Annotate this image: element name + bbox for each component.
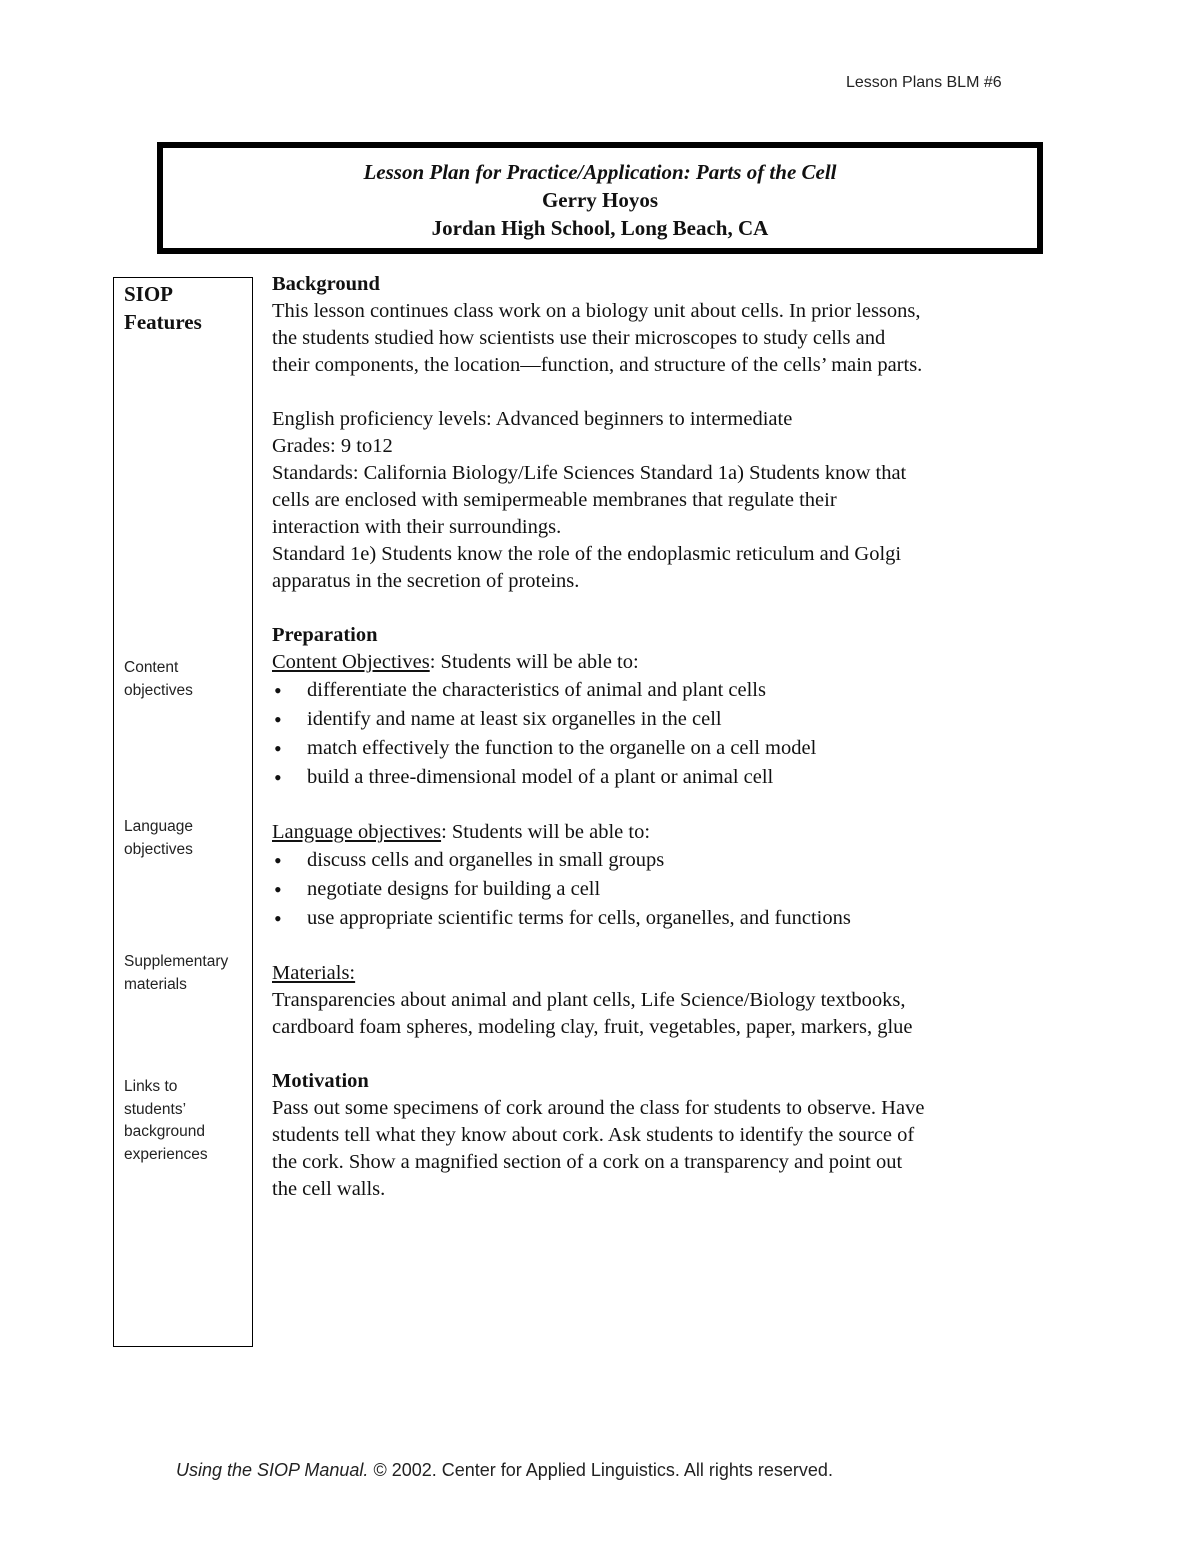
lesson-author: Gerry Hoyos [541, 188, 659, 212]
content-objectives-list [272, 676, 1052, 792]
siop-heading-line1: SIOP [124, 282, 174, 306]
list-item: • discuss cells and organelles in small groups [272, 846, 1052, 875]
materials-heading: Materials: [272, 962, 356, 984]
lesson-school: Jordan High School, Long Beach, CA [431, 216, 769, 240]
lesson-title-box [157, 142, 1043, 254]
standards-line: cells are enclosed with semipermeable membranes that regulate their [272, 489, 837, 511]
list-item: • negotiate designs for building a cell [272, 875, 1052, 904]
siop-heading-line2: Features [124, 310, 202, 334]
proficiency-levels: English proficiency levels: Advanced beginners to intermediate [272, 408, 793, 430]
motivation-line: the cork. Show a magnified section of a cork on a transparency and point out [272, 1151, 903, 1173]
preparation-heading: Preparation [272, 624, 378, 646]
siop-features-heading [124, 280, 202, 336]
feature-links-background: Links to students’ background experiences [124, 1078, 208, 1163]
list-item: • match effectively the function to the organelle on a cell model [272, 734, 1052, 763]
lesson-title: Lesson Plan for Practice/Application: Parts of the Cell [363, 160, 837, 184]
background-line: the students studied how scientists use their microscopes to study cells and [272, 327, 886, 349]
feature-language-objectives: Language objectives [124, 818, 193, 858]
feature-supplementary-materials: Supplementary materials [124, 953, 229, 993]
standards-line: Standards: California Biology/Life Sciences Standard 1a) Students know that [272, 462, 907, 484]
list-item: • build a three-dimensional model of a plant or animal cell [272, 763, 1052, 792]
lesson-body [272, 271, 1052, 1203]
standards-line: interaction with their surroundings. [272, 516, 562, 538]
materials-line: cardboard foam spheres, modeling clay, fruit, vegetables, paper, markers, glue [272, 1016, 913, 1038]
siop-features-column [113, 277, 253, 1347]
background-heading: Background [272, 273, 380, 295]
background-line: their components, the location—function, and structure of the cells’ main parts. [272, 354, 923, 376]
motivation-line: the cell walls. [272, 1178, 386, 1200]
motivation-line: Pass out some specimens of cork around the class for students to observe. Have [272, 1097, 925, 1119]
language-objectives-list [272, 846, 1052, 933]
background-line: This lesson continues class work on a biology unit about cells. In prior lessons, [272, 300, 921, 322]
motivation-line: students tell what they know about cork. Ask students to identify the source of [272, 1124, 915, 1146]
page-header-tag: Lesson Plans BLM #6 [846, 74, 1002, 91]
standards-line: apparatus in the secretion of proteins. [272, 570, 580, 592]
copyright-footer: Using the SIOP Manual. © 2002. Center for Applied Linguistics. All rights reserved. [176, 1460, 833, 1480]
language-objectives-intro: Language objectives: Students will be able to: [272, 821, 651, 843]
content-objectives-intro: Content Objectives: Students will be able to: [272, 651, 639, 673]
list-item: • differentiate the characteristics of animal and plant cells [272, 676, 1052, 705]
list-item: • identify and name at least six organelles in the cell [272, 705, 1052, 734]
list-item: • use appropriate scientific terms for cells, organelles, and functions [272, 904, 1052, 933]
materials-line: Transparencies about animal and plant cells, Life Science/Biology textbooks, [272, 989, 906, 1011]
standards-line: Standard 1e) Students know the role of the endoplasmic reticulum and Golgi [272, 543, 902, 565]
motivation-heading: Motivation [272, 1070, 369, 1092]
feature-content-objectives: Content objectives [124, 659, 193, 699]
grades: Grades: 9 to12 [272, 435, 393, 457]
